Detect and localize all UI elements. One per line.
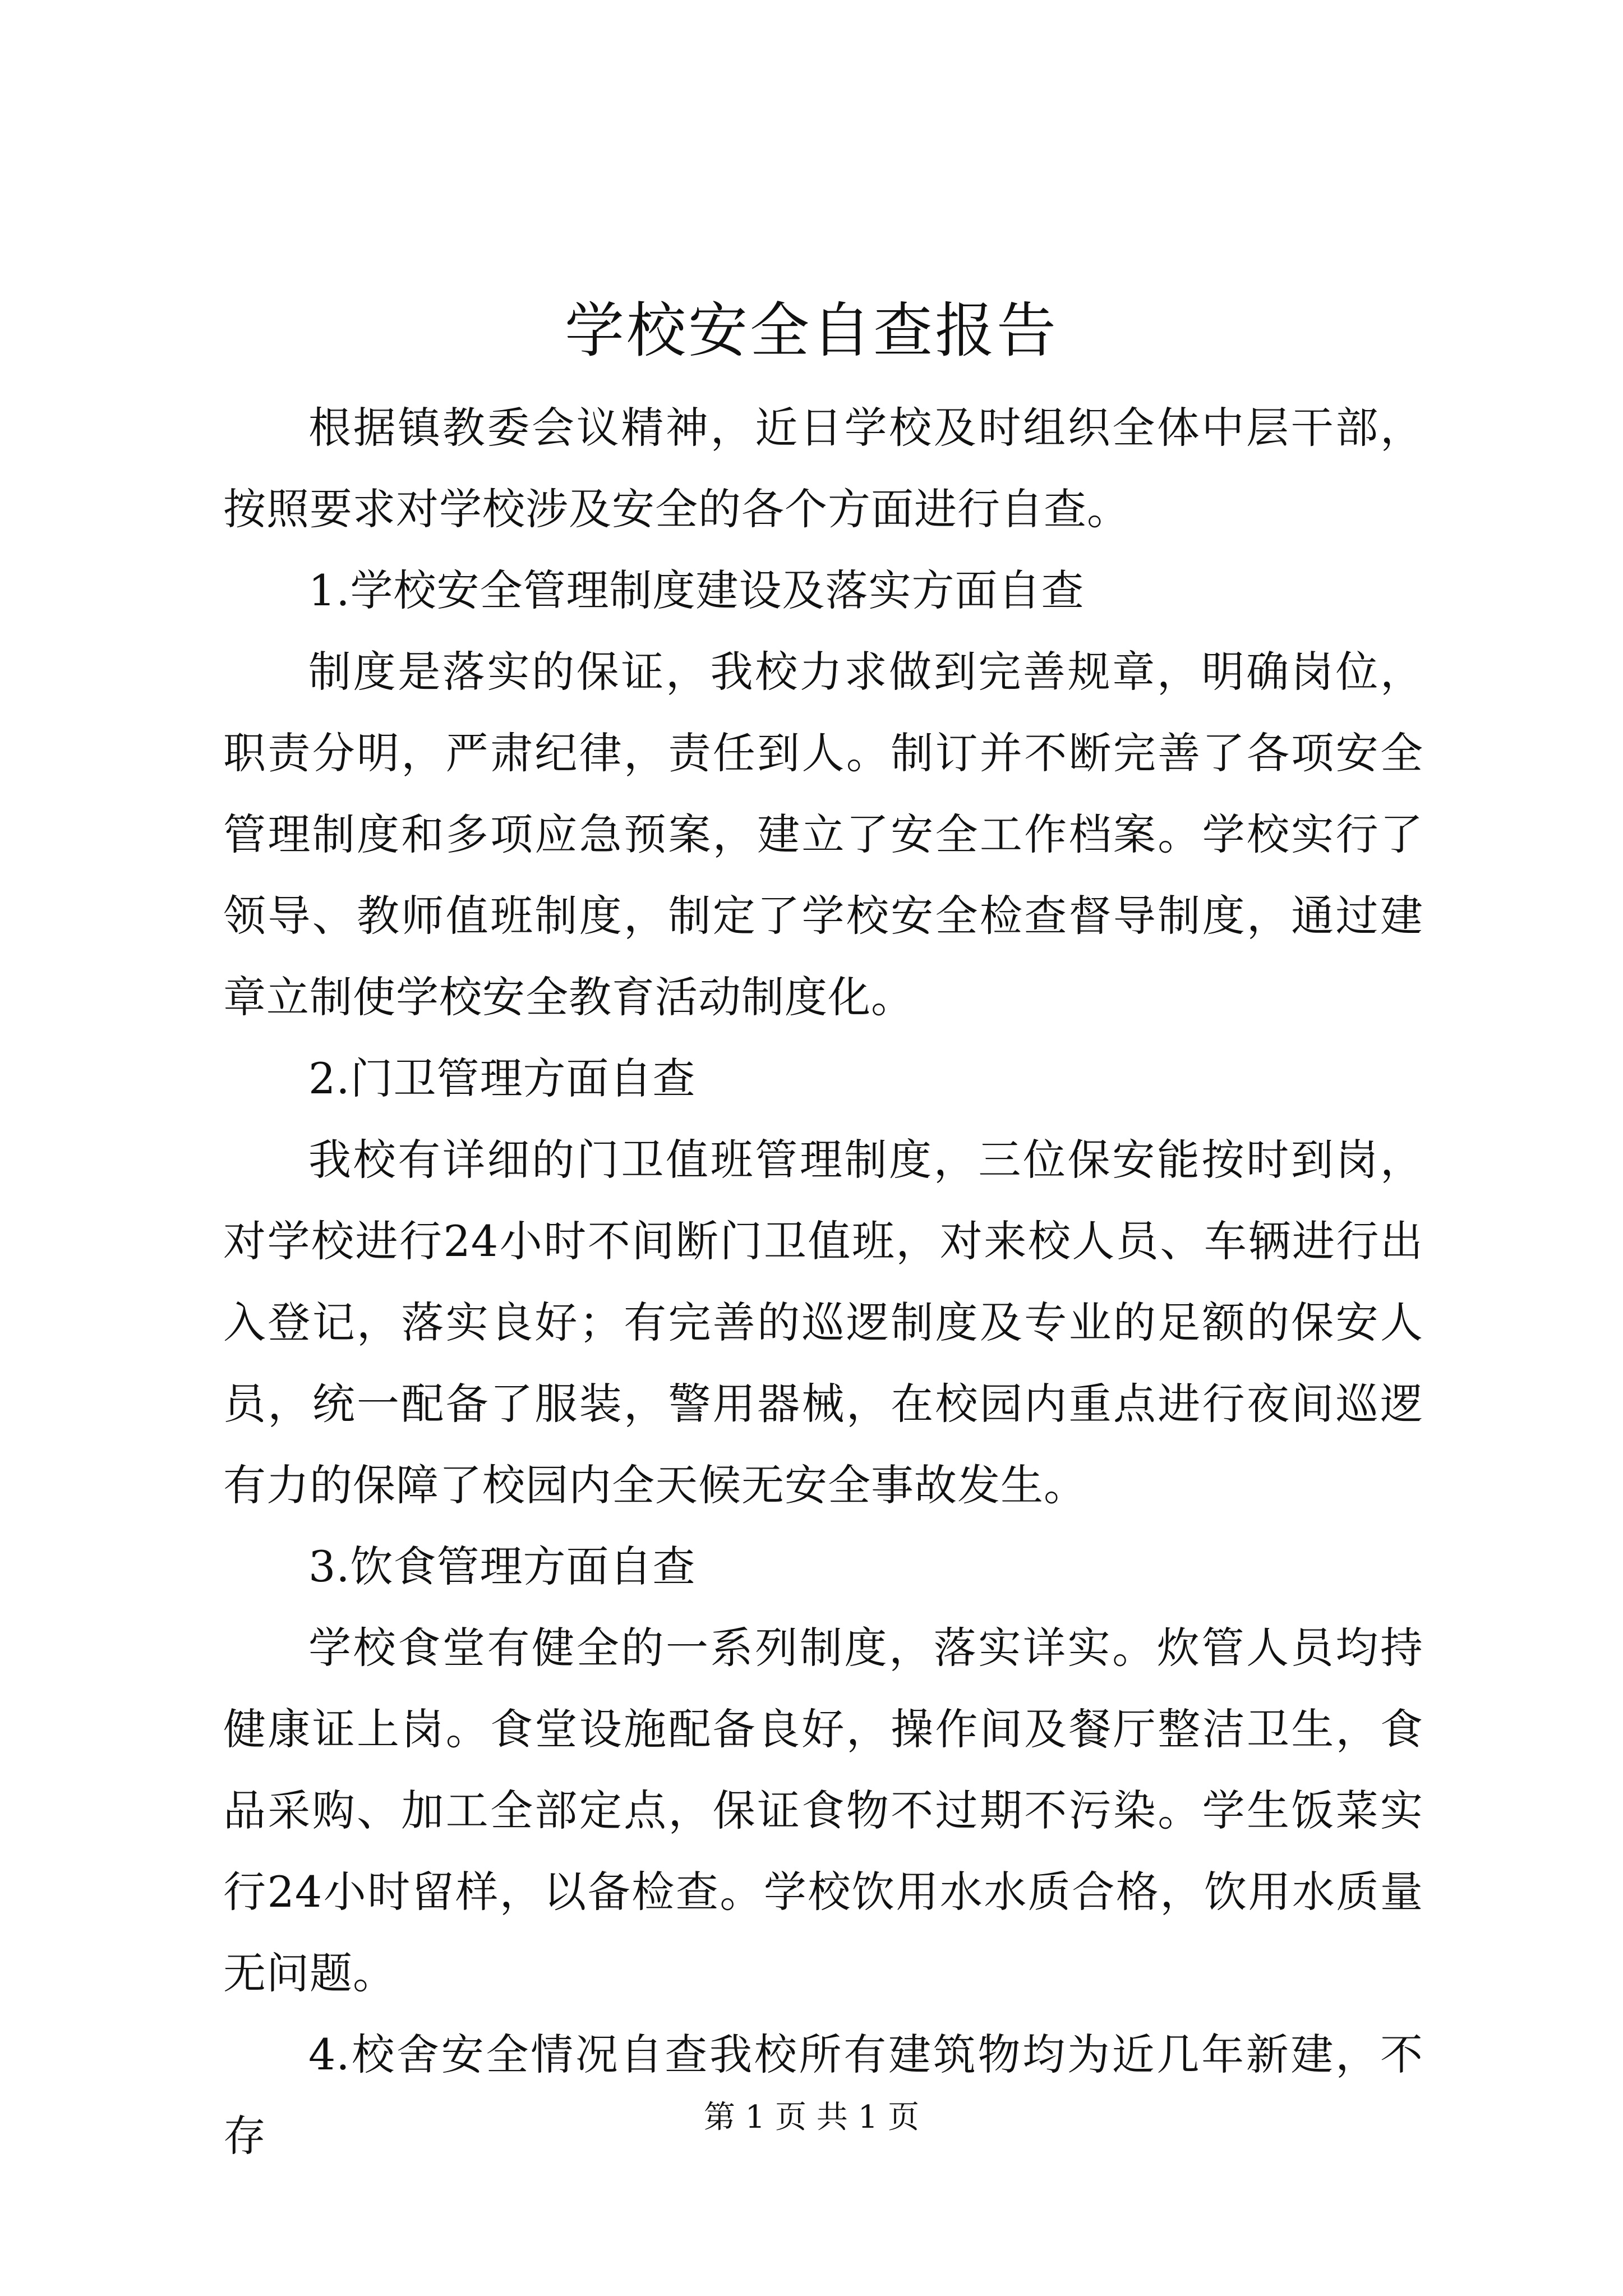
section-heading-2: 2.门卫管理方面自查	[308, 1053, 696, 1103]
section-heading-1: 1.学校安全管理制度建设及落实方面自查	[308, 565, 1085, 615]
section-paragraph-2: 我校有详细的门卫值班管理制度，三位保安能按时到岗，对学校进行24小时不间断门卫值班，对来校人员、车辆进行出入登记，落实良好；有完善的巡逻制度及专业的足额的保安人员，统一配备了服装，警用器械，在校园内重点进行夜间巡逻有力的保障了校园内全天候无安全事故发生。	[223, 1135, 1423, 1510]
page-footer: 第 1 页 共 1 页	[703, 2099, 920, 2136]
section-paragraph-4: 4.校舍安全情况自查我校所有建筑物均为近几年新建，不存	[223, 2030, 1423, 2161]
document-body	[223, 387, 1423, 2177]
section-paragraph-3: 学校食堂有健全的一系列制度，落实详实。炊管人员均持健康证上岗。食堂设施配备良好，操作间及餐厅整洁卫生，食品采购、加工全部定点，保证食物不过期不污染。学生饭菜实行24小时留样，以备检查。学校饮用水水质合格，饮用水质量无问题。	[223, 1623, 1423, 1998]
section-paragraph-1: 制度是落实的保证，我校力求做到完善规章，明确岗位，职责分明，严肃纪律，责任到人。制订并不断完善了各项安全管理制度和多项应急预案，建立了安全工作档案。学校实行了领导、教师值班制度，制定了学校安全检查督导制度，通过建章立制使学校安全教育活动制度化。	[223, 647, 1423, 1022]
section-heading-3: 3.饮食管理方面自查	[308, 1542, 696, 1591]
intro-paragraph: 根据镇教委会议精神，近日学校及时组织全体中层干部，按照要求对学校涉及安全的各个方面进行自查。	[223, 403, 1423, 534]
document-title: 学校安全自查报告	[565, 296, 1058, 365]
